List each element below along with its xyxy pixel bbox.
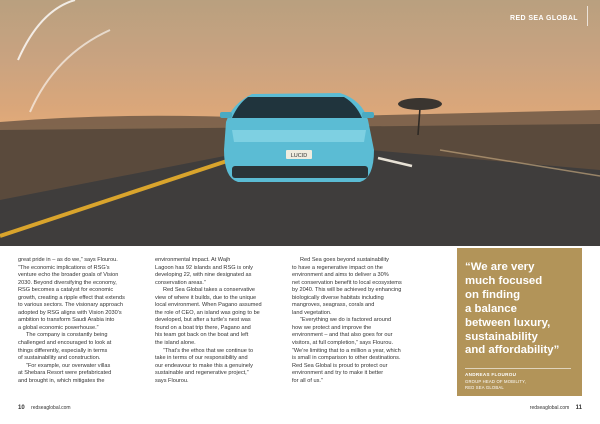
page-number-right: 11 <box>575 405 582 411</box>
text-line: developed, but after a turtle’s nest was <box>155 317 251 324</box>
quote-line: sustainability <box>465 330 538 343</box>
text-line: environment – and that also goes for our <box>292 332 393 339</box>
text-line: mangroves, seagrass, corals and <box>292 302 375 309</box>
article-column-2 <box>155 257 280 385</box>
text-line: the role of CEO, an island was going to be <box>155 309 260 316</box>
quote-line: and affordability” <box>465 344 560 357</box>
text-line: Red Sea goes beyond sustainability <box>300 257 389 263</box>
text-line: our endeavour to make this a genuinely <box>155 362 253 369</box>
text-line: net conservation benefit to local ecosystems <box>292 279 402 286</box>
text-line: environment and aims to deliver a 30% <box>292 272 389 279</box>
pull-quote-box <box>457 248 582 396</box>
text-line: says Flourou. <box>155 377 189 384</box>
article-column-1 <box>18 257 143 385</box>
text-line: of sustainability and construction. <box>18 355 101 362</box>
text-line: view of where it builds, due to the unique <box>155 294 257 301</box>
quote-author-org: RED SEA GLOBAL <box>465 385 504 390</box>
text-line: to various sectors. The visionary approach <box>18 302 123 309</box>
text-line: environment and try to make it better <box>292 370 384 377</box>
text-line: Red Sea Global takes a conservative <box>163 287 256 294</box>
text-line: is small in comparison to other destinations. <box>292 355 401 362</box>
text-line: take in terms of our responsibility and <box>155 355 248 362</box>
text-line: Red Sea Global is proud to protect our <box>292 362 388 369</box>
text-line: visitors, at full completion,” says Flourou. <box>292 340 394 347</box>
text-line: “For example, our overwater villas <box>26 362 111 369</box>
text-line: ambition to transform Saudi Arabia into <box>18 317 115 324</box>
quote-line: “We are very <box>465 261 535 273</box>
quote-line: a balance <box>465 302 517 315</box>
quote-line: on finding <box>465 288 521 301</box>
footer-site-right: redseaglobal.com <box>529 405 570 411</box>
footer-right <box>530 405 582 411</box>
quote-divider <box>465 368 571 369</box>
text-line: for all of us.” <box>292 377 323 384</box>
text-line: by 2040. This will be achieved by enhancing <box>292 287 402 294</box>
text-line: a global economic powerhouse.” <box>18 324 99 331</box>
text-line: developing 22, with nine designated as <box>155 272 252 279</box>
license-plate: LUCID <box>290 153 308 159</box>
text-line: “That’s the ethos that we continue to <box>163 347 254 354</box>
text-line: and brought in, which mitigates the <box>18 377 105 384</box>
text-line: Lagoon has 92 islands and RSG is only <box>155 264 253 271</box>
quote-line: between luxury, <box>465 316 551 329</box>
text-line: 2030. Beyond diversifying the economy, <box>18 279 117 286</box>
brand-divider <box>587 6 588 26</box>
text-line: conservation areas.” <box>155 279 206 286</box>
text-line: The company is constantly being <box>26 332 108 339</box>
text-line: at Shebara Resort were prefabricated <box>18 370 112 377</box>
text-line: biologically diverse habitats including <box>292 294 384 301</box>
footer-site-left: redseaglobal.com <box>31 405 71 411</box>
text-line: found on a boat trip there, Pagano and <box>155 324 251 331</box>
text-line: to have a regenerative impact on the <box>292 264 383 271</box>
text-line: RSG becomes a catalyst for economic <box>18 287 114 294</box>
text-line: “We’re limiting that to a million a year, which <box>292 347 401 354</box>
text-line: sustainable and regenerative project,” <box>155 370 249 377</box>
text-line: “Everything we do is factored around <box>300 317 392 324</box>
text-line: how we protect and improve the <box>292 324 372 331</box>
text-line: venture echo the broader goals of Vision <box>18 272 119 279</box>
footer-left <box>18 405 71 411</box>
text-line: growth, creating a ripple effect that extends <box>18 294 125 301</box>
text-line: environmental impact. At Wajh <box>155 257 231 263</box>
text-line: adopted by RSG aligns with Vision 2030’s <box>18 309 122 316</box>
quote-author-title: GROUP HEAD OF MOBILITY, <box>465 379 526 384</box>
text-line: challenged and encouraged to look at <box>18 340 112 347</box>
text-line: the island alone. <box>155 340 196 347</box>
text-line: “The economic implications of RSG’s <box>18 264 110 271</box>
quote-author-name: ANDREAS FLOUROU <box>465 372 517 377</box>
quote-line: much focused <box>465 274 543 287</box>
text-line: his team got back on the boat and left <box>155 332 249 339</box>
page-number-left: 10 <box>18 405 25 411</box>
text-line: things differently, especially in terms <box>18 347 108 354</box>
text-line: land vegetation. <box>292 309 332 316</box>
pull-quote-text <box>465 261 581 358</box>
text-line: great pride in – as do we,” says Flourou. <box>18 257 118 263</box>
text-line: local environment. When Pagano assumed <box>155 302 262 309</box>
brand-label: RED SEA GLOBAL <box>510 15 578 22</box>
article-column-3 <box>292 257 422 385</box>
